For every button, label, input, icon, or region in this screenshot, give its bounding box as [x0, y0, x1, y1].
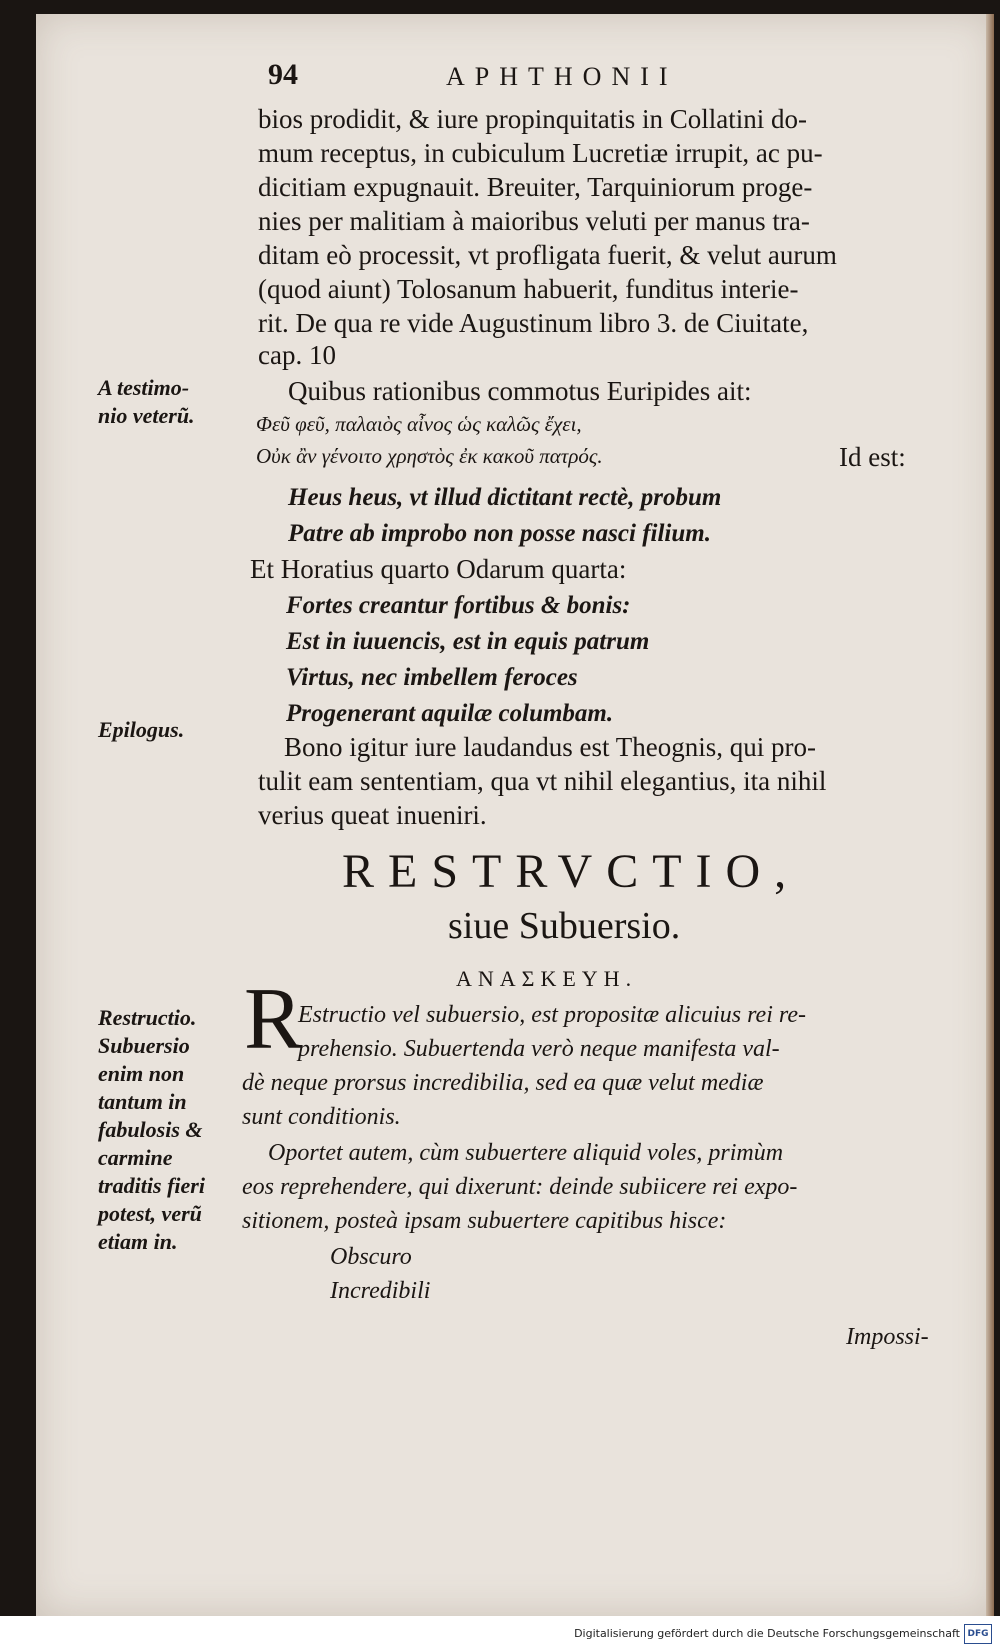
verse-line: Progenerant aquilæ columbam. [286, 700, 614, 727]
section-greek-title: ΑΝΑΣΚΕΥΗ. [456, 966, 638, 991]
section-line: Oportet autem, cùm subuertere aliquid voles, primùm [268, 1140, 784, 1166]
section-subtitle: siue Subuersio. [448, 905, 681, 947]
section-line: dè neque prorsus incredibilia, sed ea quæ velut mediæ [242, 1070, 764, 1096]
body-line: verius queat inueniri. [258, 800, 487, 830]
drop-cap: R [244, 971, 303, 1068]
greek-verse-line: Φεῦ φεῦ, παλαιὸς αἶνος ὡς καλῶς ἔχει, [256, 412, 582, 436]
catchword: Impossi- [846, 1324, 929, 1350]
body-line: dicitiam expugnauit. Breuiter, Tarquiniorum proge- [258, 172, 813, 202]
body-line: mum receptus, in cubiculum Lucretiæ irrupit, ac pu- [258, 138, 823, 168]
section-title: RESTRVCTIO, [342, 845, 801, 898]
verse-line: Heus heus, vt illud dictitant rectè, probum [288, 484, 722, 511]
body-line: cap. 10 [258, 340, 336, 370]
running-title: APHTHONII [446, 62, 678, 91]
idest-label: Id est: [839, 442, 906, 472]
verse-line: Fortes creantur fortibus & bonis: [286, 592, 631, 619]
section-line: sunt conditionis. [242, 1104, 401, 1130]
body-line: ditam eò processit, vt profligata fuerit, & velut aurum [258, 240, 837, 270]
list-item: Incredibili [330, 1278, 431, 1304]
funding-credit: Digitalisierung gefördert durch die Deutsche Forschungsgemeinschaft [574, 1627, 960, 1640]
margin-note-testimonio: A testimo- nio veterũ. [98, 375, 195, 428]
section-line: prehensio. Subuertenda verò neque manifesta val- [298, 1036, 780, 1062]
section-line: sitionem, posteà ipsam subuertere capitibus hisce: [242, 1208, 727, 1234]
body-line: bios prodidit, & iure propinquitatis in Collatini do- [258, 104, 807, 134]
page-number: 94 [268, 58, 298, 91]
margin-note-restructio: Restructio. Subuersio enim non tantum in fabulosis & carmine traditis fieri potest, verũ etiam in. [98, 1005, 205, 1254]
verse-line: Patre ab improbo non posse nasci filium. [288, 520, 711, 547]
footer-bar [0, 1616, 1000, 1651]
section-line: Estructio vel subuersio, est propositæ alicuius rei re- [298, 1002, 806, 1028]
verse-line: Virtus, nec imbellem feroces [286, 664, 578, 691]
dfg-logo: DFG [964, 1624, 992, 1644]
page-spine-edge [986, 14, 994, 1616]
body-line: Quibus rationibus commotus Euripides ait: [288, 376, 752, 406]
body-line: Bono igitur iure laudandus est Theognis, qui pro- [284, 732, 816, 762]
section-line: eos reprehendere, qui dixerunt: deinde subiicere rei expo- [242, 1174, 798, 1200]
book-page [36, 14, 994, 1616]
verse-line: Est in iuuencis, est in equis patrum [286, 628, 650, 655]
margin-note-epilogus: Epilogus. [98, 717, 185, 742]
body-line: rit. De qua re vide Augustinum libro 3. de Ciuitate, [258, 308, 809, 338]
list-item: Obscuro [330, 1244, 412, 1270]
greek-verse-line: Οὐκ ἂν γένοιτο χρηστὸς ἐκ κακοῦ πατρός. [256, 444, 603, 468]
body-line: Et Horatius quarto Odarum quarta: [250, 554, 627, 584]
body-line: tulit eam sententiam, qua vt nihil elegantius, ita nihil [258, 766, 827, 796]
body-line: (quod aiunt) Tolosanum habuerit, funditus interie- [258, 274, 799, 304]
body-line: nies per malitiam à maioribus veluti per manus tra- [258, 206, 810, 236]
